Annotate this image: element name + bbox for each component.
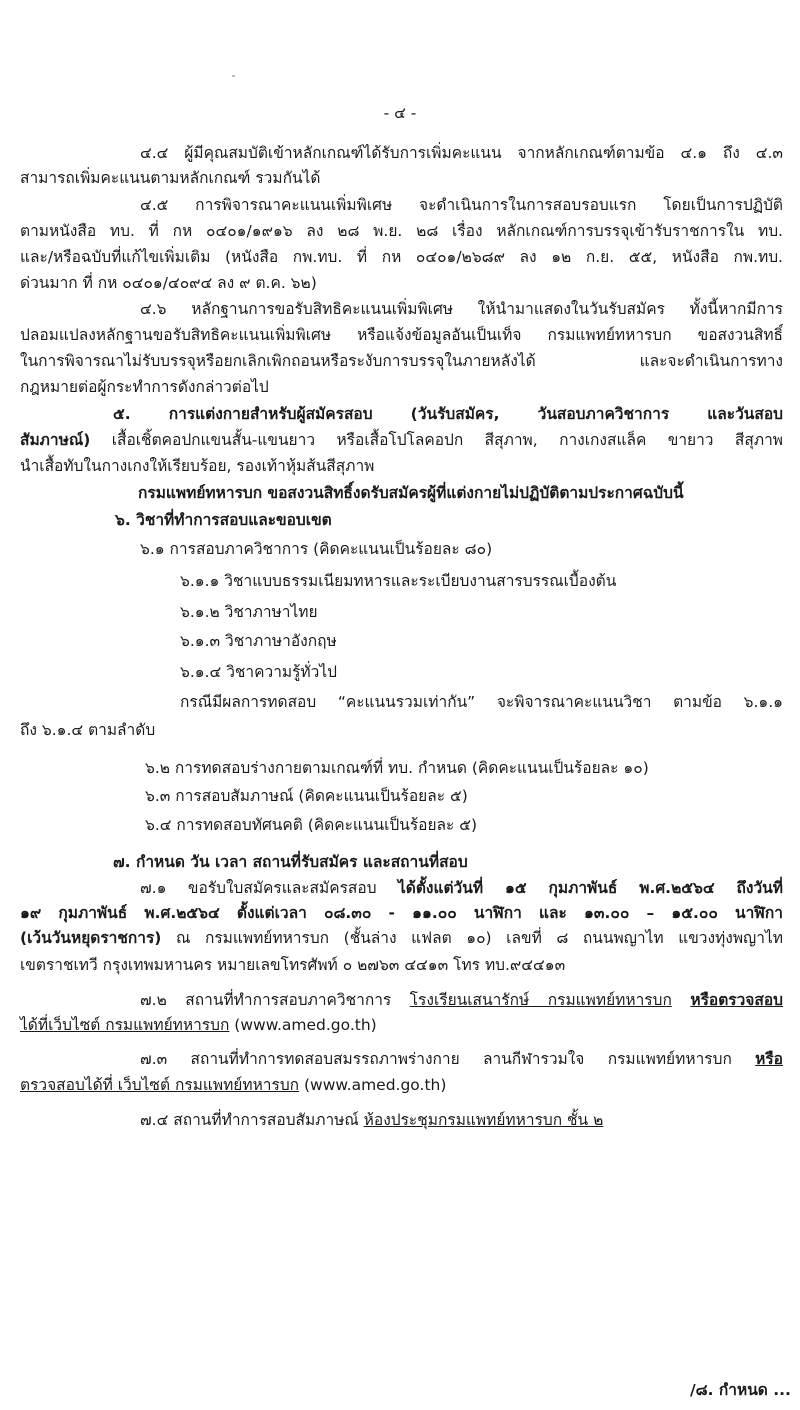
text-line: [20, 323, 783, 347]
text-segment: ในการพิจารณาไม่รับบรรจุหรือยกเลิกเพิกถอนหรือระงับการบรรจุในภายหลังได้ และจะดำเนินการทาง: [20, 352, 783, 370]
text-line: [180, 569, 616, 593]
text-line: [145, 784, 468, 808]
text-segment: ๖.๔ การทดสอบทัศนคติ (คิดคะแนนเป็นร้อยละ ๕): [145, 816, 478, 834]
text-line: [20, 926, 783, 950]
bold-text: ๕. การแต่งกายสำหรับผู้สมัครสอบ (วันรับสมัคร, วันสอบภาควิชาการ และวันสอบ: [113, 405, 783, 423]
text-segment: ปลอมแปลงหลักฐานขอรับสิทธิคะแนนเพิ่มพิเศษ หรือแจ้งข้อมูลอันเป็นเท็จ กรมแพทย์ทหารบก ขอสงวนสิทธิ์: [20, 326, 783, 344]
text-segment: และ/หรือฉบับที่แก้ไขเพิ่มเติม (หนังสือ กพ.ทบ. ที่ กห ๐๔๐๑/๒๖๘๙ ลง ๑๒ ก.ย. ๕๕, หนังสือ กพ.ทบ.: [20, 248, 783, 266]
text-segment: ๔.๖ หลักฐานการขอรับสิทธิคะแนนเพิ่มพิเศษ ให้นำมาแสดงในวันรับสมัคร ทั้งนี้หากมีการ: [140, 300, 783, 318]
text-segment: ๖.๑.๔ วิชาความรู้ทั่วไป: [180, 663, 337, 681]
text-segment: สามารถเพิ่มคะแนนตามหลักเกณฑ์ รวมกันได้: [20, 169, 321, 187]
text-line: [140, 537, 492, 561]
text-line: [140, 1047, 783, 1071]
text-segment: ณ กรมแพทย์ทหารบก (ชั้นล่าง แฟลต ๑๐) เลขที่ ๘ ถนนพญาไท แขวงทุ่งพญาไท: [161, 929, 783, 947]
text-line: [20, 428, 783, 452]
text-line: [20, 454, 374, 478]
text-segment: ๗.๒ สถานที่ทำการสอบภาควิชาการ: [140, 991, 410, 1009]
text-segment: ๔.๕ การพิจารณาคะแนนเพิ่มพิเศษ จะดำเนินการในการสอบรอบแรก โดยเป็นการปฏิบัติ: [140, 196, 783, 214]
text-line: [180, 690, 783, 714]
underlined-text: ห้องประชุมกรมแพทย์ทหารบก ชั้น ๒: [363, 1111, 604, 1129]
continuation-footer: /๘. กำหนด ...: [690, 1381, 791, 1399]
text-line: [140, 193, 783, 217]
bold-text: ๑๙ กุมภาพันธ์ พ.ศ.๒๕๖๔ ตั้งแต่เวลา ๐๘.๓๐ - ๑๑.๐๐ นาฬิกา และ ๑๓.๐๐ – ๑๕.๐๐ นาฬิกา: [20, 904, 783, 922]
text-line: [145, 813, 477, 837]
text-segment: ๗.๑ ขอรับใบสมัครและสมัครสอบ: [140, 879, 398, 897]
bold-text: สัมภาษณ์): [20, 431, 91, 449]
text-line: [140, 876, 783, 900]
text-line: [180, 600, 318, 624]
text-line: [140, 988, 783, 1012]
text-line: [20, 349, 783, 373]
text-segment: ๖.๓ การสอบสัมภาษณ์ (คิดคะแนนเป็นร้อยละ ๕): [145, 787, 468, 805]
underlined-text: โรงเรียนเสนารักษ์ กรมแพทย์ทหารบก: [409, 991, 672, 1009]
text-segment: ๖.๑.๓ วิชาภาษาอังกฤษ: [180, 632, 337, 650]
underlined-text: หรือ: [755, 1050, 783, 1068]
text-line: [138, 481, 684, 505]
bold-text: กรมแพทย์ทหารบก ขอสงวนสิทธิ์งดรับสมัครผู้ที่แต่งกายไม่ปฏิบัติตามประกาศฉบับนี้: [138, 484, 684, 502]
underlined-text: ตรวจสอบได้ที่ เว็บไซต์ กรมแพทย์ทหารบก: [20, 1076, 300, 1094]
text-segment: ๖.๒ การทดสอบร่างกายตามเกณฑ์ที่ ทบ. กำหนด (คิดคะแนนเป็นร้อยละ ๑๐): [145, 759, 649, 777]
text-line: [20, 166, 320, 190]
text-segment: กฎหมายต่อผู้กระทำการดังกล่าวต่อไป: [20, 378, 269, 396]
bold-text: ได้ตั้งแต่วันที่ ๑๕ กุมภาพันธ์ พ.ศ.๒๕๖๔ ถึงวันที่: [398, 879, 783, 897]
text-segment: นำเสื้อทับในกางเกงให้เรียบร้อย, รองเท้าหุ้มส้นสีสุภาพ: [20, 457, 375, 475]
text-segment: กรณีมีผลการทดสอบ “คะแนนรวมเท่ากัน” จะพิจารณาคะแนนวิชา ตามข้อ ๖.๑.๑: [180, 693, 783, 711]
text-segment: [672, 991, 691, 1009]
bold-text: (เว้นวันหยุดราชการ): [20, 929, 162, 947]
text-line: [20, 245, 783, 269]
text-line: [180, 660, 337, 684]
text-line: [140, 1108, 603, 1132]
text-line: [140, 141, 783, 165]
bold-text: ๖. วิชาที่ทำการสอบและขอบเขต: [115, 511, 332, 529]
text-segment: ๖.๑.๒ วิชาภาษาไทย: [180, 603, 318, 621]
underlined-text: ได้ที่เว็บไซต์ กรมแพทย์ทหารบก: [20, 1016, 230, 1034]
text-segment: ถึง ๖.๑.๔ ตามลำดับ: [20, 721, 156, 739]
text-line: [20, 271, 317, 295]
text-line: [140, 297, 783, 321]
text-segment: (www.amed.go.th): [299, 1076, 447, 1094]
text-segment: (www.amed.go.th): [229, 1016, 377, 1034]
text-segment: ด่วนมาก ที่ กห ๐๔๐๑/๔๐๙๔ ลง ๙ ต.ค. ๖๒): [20, 274, 317, 292]
text-line: [20, 219, 783, 243]
text-segment: ๗.๓ สถานที่ทำการทดสอบสมรรถภาพร่างกาย ลานกีฬารวมใจ กรมแพทย์ทหารบก: [140, 1050, 756, 1068]
scan-speck: [232, 75, 235, 77]
text-line: [20, 953, 565, 977]
page-number: - ๔ -: [383, 104, 417, 122]
text-line: [20, 718, 155, 742]
underlined-text: หรือตรวจสอบ: [690, 991, 783, 1009]
text-line: [145, 756, 649, 780]
text-line: [180, 629, 337, 653]
text-line: [20, 375, 269, 399]
text-segment: ๖.๑ การสอบภาควิชาการ (คิดคะแนนเป็นร้อยละ ๘๐): [140, 540, 493, 558]
text-line: [20, 901, 783, 925]
text-line: [20, 1013, 377, 1037]
text-line: [20, 1073, 446, 1097]
text-segment: เขตราชเทวี กรุงเทพมหานคร หมายเลขโทรศัพท์ ๐ ๒๗๖๓ ๔๔๑๓ โทร ทบ.๙๔๔๑๓: [20, 956, 566, 974]
text-line: [113, 402, 783, 426]
text-segment: ตามหนังสือ ทบ. ที่ กห ๐๔๐๑/๑๙๑๖ ลง ๒๘ พ.ย. ๒๘ เรื่อง หลักเกณฑ์การบรรจุเข้ารับราชการใน ทบ.: [20, 222, 783, 240]
text-line: [113, 850, 468, 874]
text-line: [115, 508, 332, 532]
text-segment: ๖.๑.๑ วิชาแบบธรรมเนียมทหารและระเบียบงานสารบรรณเบื้องต้น: [180, 572, 617, 590]
text-segment: ๔.๔ ผู้มีคุณสมบัติเข้าหลักเกณฑ์ได้รับการเพิ่มคะแนน จากหลักเกณฑ์ตามข้อ ๔.๑ ถึง ๔.๓: [140, 144, 783, 162]
text-segment: เสื้อเชิ้ตคอปกแขนสั้น-แขนยาว หรือเสื้อโปโลคอปก สีสุภาพ, กางเกงสแล็ค ขายาว สีสุภาพ: [90, 431, 783, 449]
bold-text: ๗. กำหนด วัน เวลา สถานที่รับสมัคร และสถานที่สอบ: [113, 853, 468, 871]
text-segment: ๗.๔ สถานที่ทำการสอบสัมภาษณ์: [140, 1111, 364, 1129]
